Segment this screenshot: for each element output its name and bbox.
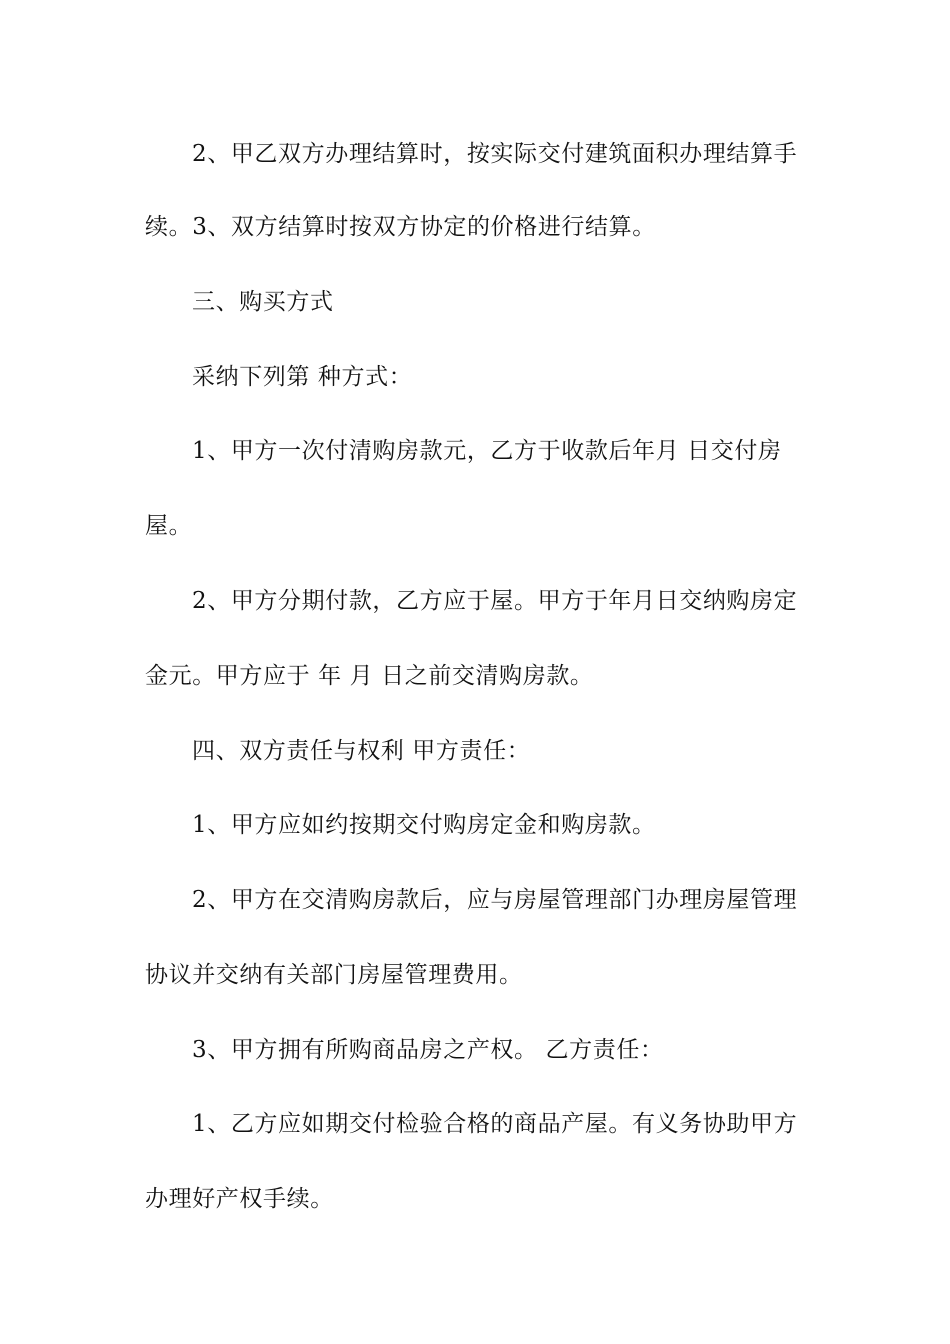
paragraph-line: 2、甲方分期付款，乙方应于屋。甲方于年月日交纳购房定	[192, 588, 798, 614]
paragraph-line: 1、甲方一次付清购房款元，乙方于收款后年月 日交付房	[192, 438, 782, 464]
section-heading: 四、双方责任与权利 甲方责任：	[192, 738, 531, 764]
paragraph-line: 办理好产权手续。	[145, 1186, 334, 1212]
paragraph-line: 金元。甲方应于 年 月 日之前交清购房款。	[145, 663, 594, 689]
paragraph-line: 2、甲乙双方办理结算时，按实际交付建筑面积办理结算手	[192, 141, 798, 167]
paragraph-line: 屋。	[145, 513, 193, 539]
paragraph-line: 协议并交纳有关部门房屋管理费用。	[145, 962, 523, 988]
paragraph-line: 1、甲方应如约按期交付购房定金和购房款。	[192, 812, 656, 838]
section-heading: 三、购买方式	[192, 289, 334, 315]
paragraph-line: 1、乙方应如期交付检验合格的商品产屋。有义务协助甲方	[192, 1111, 798, 1137]
paragraph-line: 采纳下列第 种方式：	[192, 364, 413, 390]
paragraph-line: 续。3、双方结算时按双方协定的价格进行结算。	[145, 214, 656, 240]
paragraph-line: 2、甲方在交清购房款后，应与房屋管理部门办理房屋管理	[192, 887, 798, 913]
paragraph-line: 3、甲方拥有所购商品房之产权。 乙方责任：	[192, 1037, 664, 1063]
